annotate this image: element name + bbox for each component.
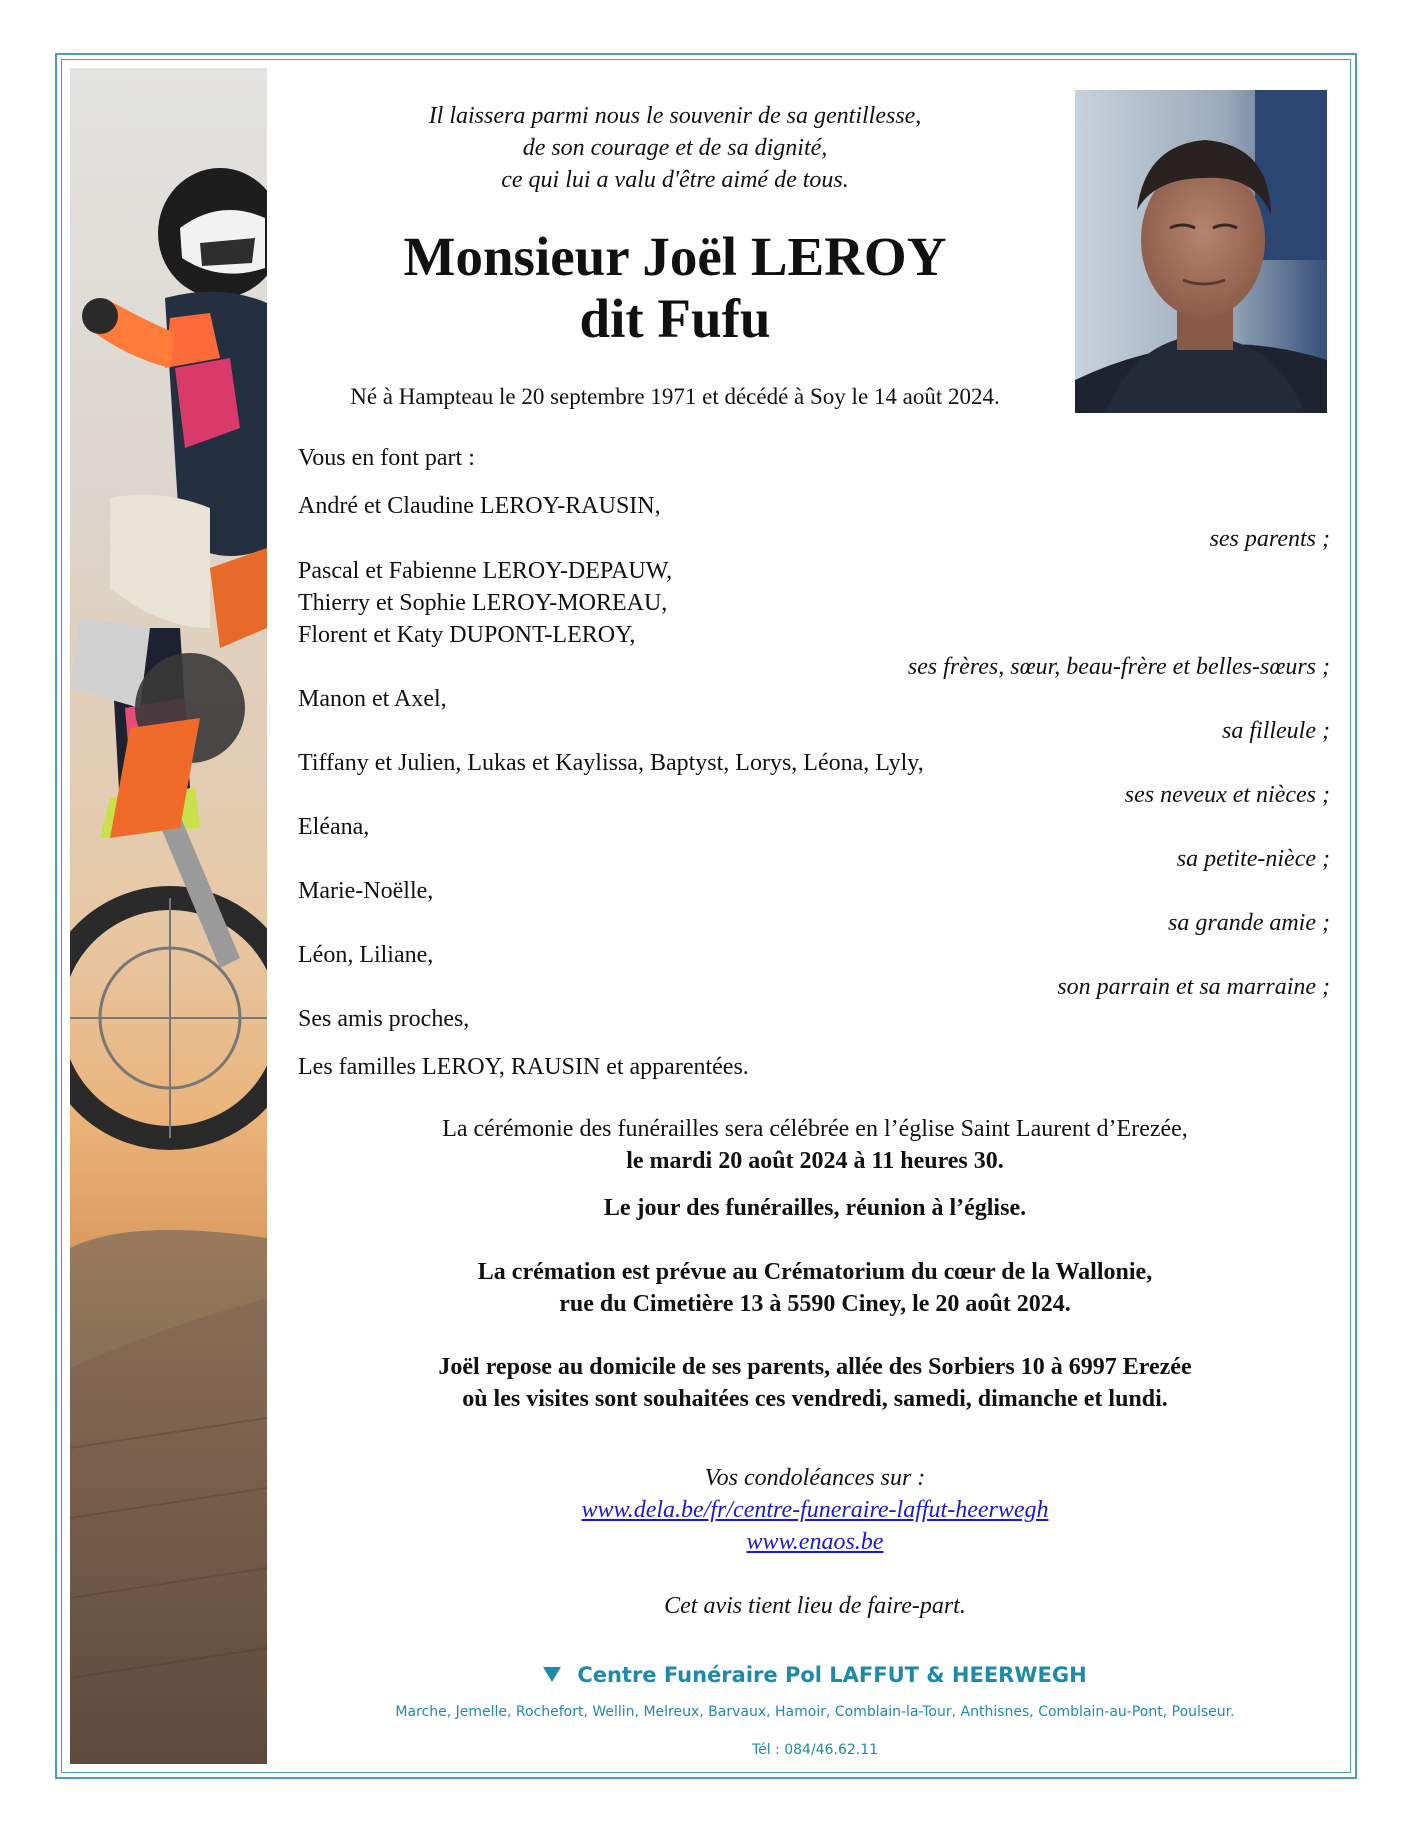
- dela-link[interactable]: www.dela.be/fr/centre-funeraire-laffut-heerwegh: [581, 1497, 1049, 1523]
- funeral-home-phone: Tél : 084/46.62.11: [751, 1742, 879, 1758]
- family-line: André et Claudine LEROY-RAUSIN,: [298, 493, 661, 519]
- relation-label: ses frères, sœur, beau-frère et belles-sœurs ;: [907, 654, 1330, 680]
- motocross-side-photo: [70, 68, 267, 1764]
- family-line: Thierry et Sophie LEROY-MOREAU,: [298, 590, 668, 616]
- funeral-home-name-row: [300, 1663, 1330, 1687]
- funeral-home-name: Centre Funéraire Pol LAFFUT & HEERWEGH: [577, 1663, 1087, 1687]
- family-line: Tiffany et Julien, Lukas et Kaylissa, Baptyst, Lorys, Léona, Lyly,: [298, 750, 924, 776]
- family-line: Les familles LEROY, RAUSIN et apparentées.: [298, 1054, 749, 1080]
- visits-line: où les visites sont souhaitées ces vendredi, samedi, dimanche et lundi.: [462, 1386, 1168, 1412]
- family-line: Manon et Axel,: [298, 686, 447, 712]
- relation-label: ses neveux et nièces ;: [1124, 782, 1330, 808]
- deceased-name-block: [290, 226, 1060, 350]
- ceremony-line: La cérémonie des funérailles sera célébrée en l’église Saint Laurent d’Erezée,: [442, 1116, 1188, 1142]
- relation-label: sa grande amie ;: [1168, 910, 1330, 936]
- quote-line: de son courage et de sa dignité,: [522, 135, 828, 161]
- cremation-line: La crémation est prévue au Crématorium du cœur de la Wallonie,: [477, 1259, 1153, 1285]
- condolences-link-row: [300, 1494, 1330, 1526]
- quote-line: Il laissera parmi nous le souvenir de sa gentillesse,: [428, 103, 922, 129]
- family-line: Ses amis proches,: [298, 1006, 470, 1032]
- condolences-link-row: [300, 1526, 1330, 1558]
- funeral-home-towns: Marche, Jemelle, Rochefort, Wellin, Melreux, Barvaux, Hamoir, Comblain-la-Tour, Anthisnes, Comblain-au-Pont, Poulseur.: [395, 1704, 1235, 1720]
- relation-label: ses parents ;: [1209, 526, 1330, 552]
- deceased-nickname: dit Fufu: [579, 288, 771, 349]
- quote-line: ce qui lui a valu d'être aimé de tous.: [501, 167, 849, 193]
- family-line: Léon, Liliane,: [298, 942, 434, 968]
- portrait-photo: [1075, 90, 1327, 413]
- opening-quote: [290, 100, 1060, 196]
- deceased-name: Monsieur Joël LEROY: [403, 226, 947, 287]
- meeting-line: Le jour des funérailles, réunion à l’église.: [603, 1195, 1027, 1221]
- relation-label: son parrain et sa marraine ;: [1057, 974, 1330, 1000]
- family-line: Florent et Katy DUPONT-LEROY,: [298, 622, 636, 648]
- cremation-address: rue du Cimetière 13 à 5590 Ciney, le 20 août 2024.: [559, 1291, 1071, 1317]
- triangle-down-icon: [543, 1667, 561, 1682]
- birth-death-line: Né à Hampteau le 20 septembre 1971 et décédé à Soy le 14 août 2024.: [350, 384, 1000, 409]
- relation-label: sa filleule ;: [1222, 718, 1330, 744]
- family-line: Eléana,: [298, 814, 370, 840]
- resting-place-line: Joël repose au domicile de ses parents, allée des Sorbiers 10 à 6997 Erezée: [438, 1354, 1192, 1380]
- announcement-intro: Vous en font part :: [298, 445, 475, 471]
- family-line: Pascal et Fabienne LEROY-DEPAUW,: [298, 558, 673, 584]
- family-line: Marie-Noëlle,: [298, 878, 434, 904]
- condolences-label: Vos condoléances sur :: [704, 1465, 926, 1491]
- ceremony-date: le mardi 20 août 2024 à 11 heures 30.: [626, 1148, 1004, 1174]
- enaos-link[interactable]: www.enaos.be: [746, 1529, 884, 1555]
- notice-line: Cet avis tient lieu de faire-part.: [664, 1593, 966, 1619]
- relation-label: sa petite-nièce ;: [1176, 846, 1330, 872]
